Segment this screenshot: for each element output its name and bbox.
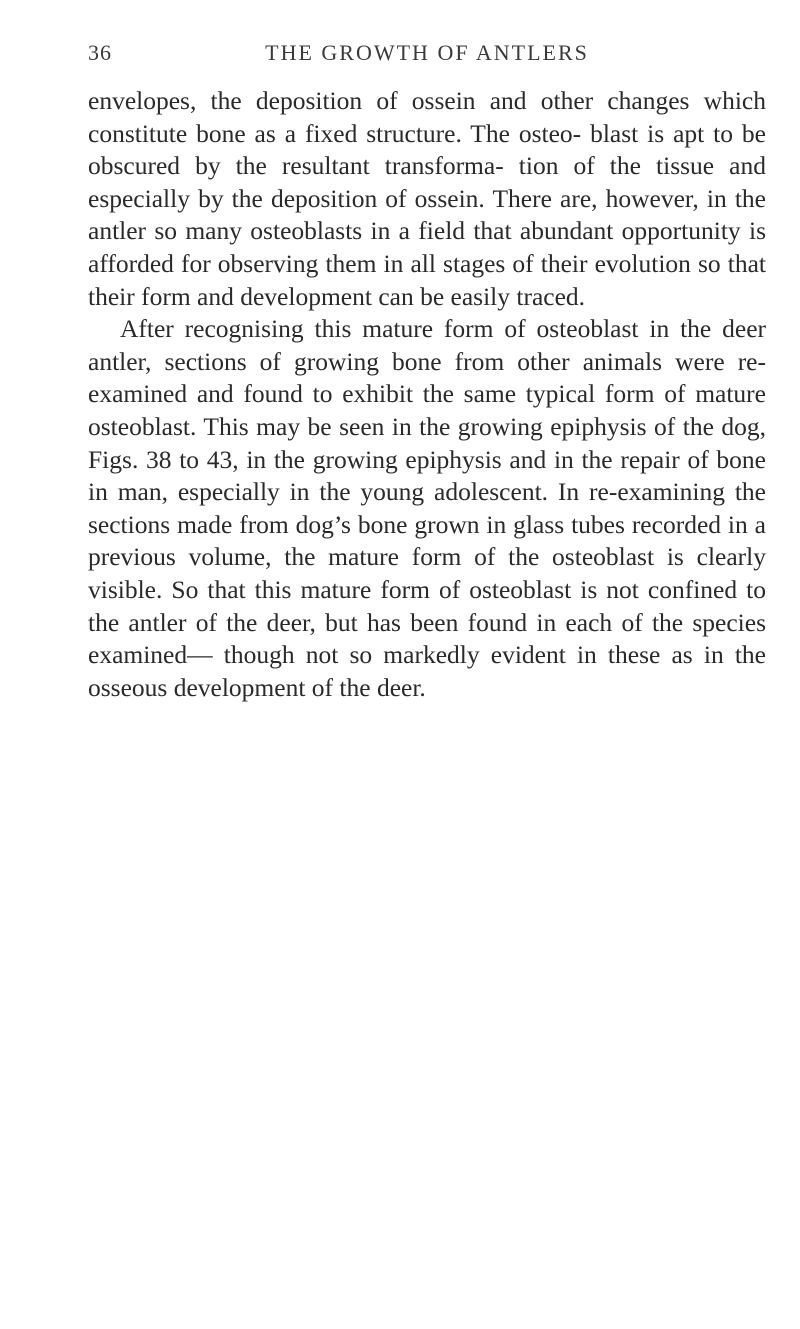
paragraph: After recognising this mature form of osteoblast in the deer antler, sections of growing bone from other animals were re-examined and found to exhibit the same typical form of mature osteoblast. This may be seen in the growing epiphysis of the dog, Figs. 38 to 43, in the growing epiphysis and in the repair of bone in man, especially in the young adolescent. In re-examining the sections made from dog’s bone grown in glass tubes recorded in a previous volume, the mature form of the osteoblast is clearly visible. So that this mature form of osteoblast is not confined to the antler of the deer, but has been found in each of the species examined— though not so markedly evident in these as in the osseous development of the deer. (88, 314, 766, 702)
page-number: 36 (88, 40, 112, 65)
running-title: THE GROWTH OF ANTLERS (265, 40, 589, 65)
body-text (88, 85, 766, 704)
paragraph-continued: envelopes, the deposition of ossein and other changes which constitute bone as a fixed structure. The osteo- blast is apt to be obscured by the resultant transforma- tion of the tissue and especially by the deposition of ossein. There are, however, in the antler so many osteoblasts in a field that abundant opportunity is afforded for observing them in all stages of their evolution so that their form and development can be easily traced. (88, 86, 766, 311)
running-head (88, 40, 766, 80)
